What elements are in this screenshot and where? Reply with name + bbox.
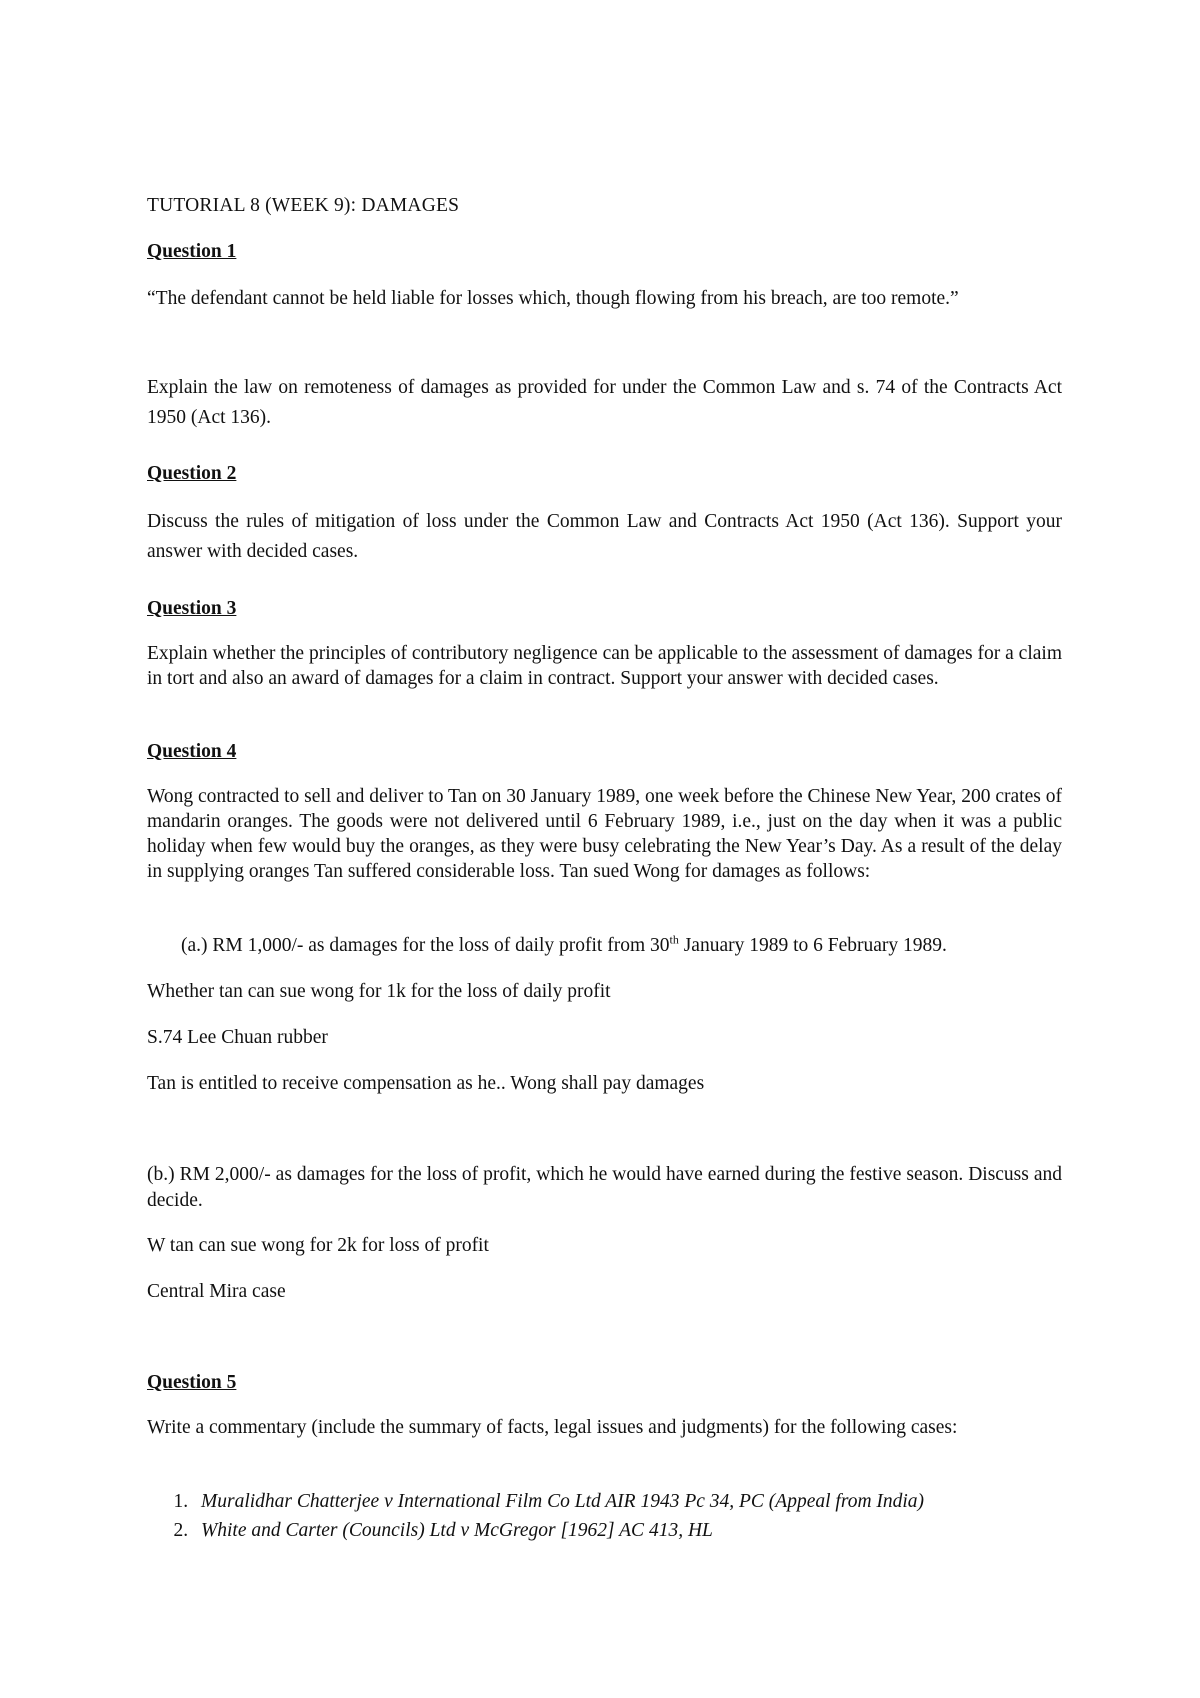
- question-4-part-a: [147, 933, 1096, 959]
- question-1-heading: Question 1: [147, 241, 237, 262]
- question-4-note-a2: S.74 Lee Chuan rubber: [147, 1027, 328, 1048]
- question-4-note-b1: W tan can sue wong for 2k for loss of profit: [147, 1235, 489, 1256]
- question-5-text: Write a commentary (include the summary of facts, legal issues and judgments) for the following cases:: [147, 1417, 958, 1438]
- question-4-note-a1: Whether tan can sue wong for 1k for the loss of daily profit: [147, 981, 611, 1002]
- question-4-facts: Wong contracted to sell and deliver to Tan on 30 January 1989, one week before the Chinese New Year, 200 crates of mandarin oranges. The goods were not delivered until 6 February 1989, i.e., just on the day when it was a public holiday when few would buy the oranges, as they were busy celebrating the New Year’s Day. As a result of the delay in supplying oranges Tan suffered considerable loss. Tan sued Wong for damages as follows:: [147, 786, 1062, 882]
- question-4-note-a3: Tan is entitled to receive compensation as he.. Wong shall pay damages: [147, 1073, 705, 1094]
- part-a-superscript: th: [669, 932, 679, 947]
- page-title: TUTORIAL 8 (WEEK 9): DAMAGES: [147, 195, 460, 216]
- question-2-text: Discuss the rules of mitigation of loss under the Common Law and Contracts Act 1950 (Act 136). Support your answer with decided cases.: [147, 511, 1062, 562]
- question-1-quote: “The defendant cannot be held liable for losses which, though flowing from his breach, are too remote.”: [147, 288, 959, 309]
- part-a-text-end: January 1989 to 6 February 1989.: [678, 935, 947, 956]
- question-3-text: Explain whether the principles of contributory negligence can be applicable to the assessment of damages for a claim in tort and also an award of damages for a claim in contract. Support your answer with decided cases.: [147, 643, 1062, 689]
- question-4-part-b: (b.) RM 2,000/- as damages for the loss of profit, which he would have earned during the festive season. Discuss and decide.: [147, 1164, 1062, 1211]
- question-4-note-b2: Central Mira case: [147, 1281, 286, 1302]
- case-list: [147, 1487, 1108, 1545]
- part-a-text: (a.) RM 1,000/- as damages for the loss of daily profit from 30: [181, 935, 670, 956]
- question-5-heading: Question 5: [147, 1372, 237, 1393]
- question-1-text: Explain the law on remoteness of damages as provided for under the Common Law and s. 74 of the Contracts Act 1950 (Act 136).: [147, 377, 1062, 428]
- question-2-heading: Question 2: [147, 463, 237, 484]
- case-item: 1. Muralidhar Chatterjee v International Film Co Ltd AIR 1943 Pc 34, PC (Appeal from India): [193, 1487, 1108, 1516]
- question-4-heading: Question 4: [147, 741, 237, 762]
- case-item: 2. White and Carter (Councils) Ltd v McGregor [1962] AC 413, HL: [193, 1516, 1108, 1545]
- question-3-heading: Question 3: [147, 598, 237, 619]
